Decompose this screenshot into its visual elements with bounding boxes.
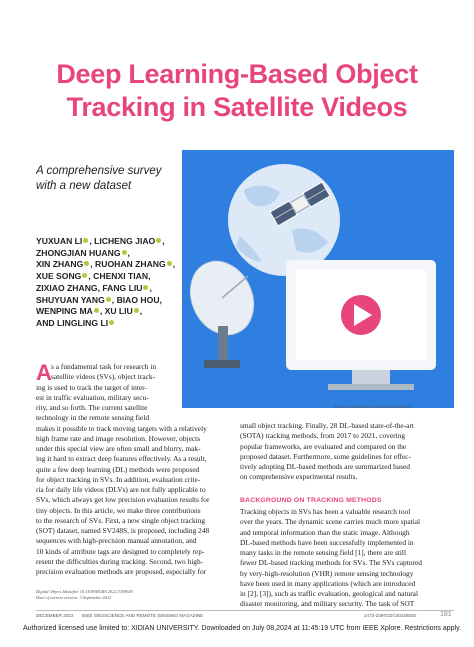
body-line: by very-high-resolution (VHR) remote sensing technology <box>240 568 414 578</box>
body-line: under this special view are often small and blurry, mak- <box>36 444 201 453</box>
orcid-icon[interactable] <box>109 320 114 325</box>
date-line: Date of current version: 3 September 2022 <box>36 595 112 600</box>
body-line: for object tracking in SVs. In addition, evaluation crite- <box>36 474 201 484</box>
body-line: to the research of SVs. First, a new single object tracking <box>36 515 206 525</box>
body-line: ing is used to track the target of inter- <box>36 382 147 392</box>
author-name: LICHENG JIAO <box>94 236 156 246</box>
license-line: Authorized licensed use limited to: XIDIAN UNIVERSITY. Downloaded on July 08,2024 at 11:45:19 UTC from IEEE Xplore. Restrictions apply. <box>22 625 462 632</box>
orcid-icon[interactable] <box>156 238 161 243</box>
orcid-icon[interactable] <box>94 308 99 313</box>
author-name: BIAO HOU <box>116 294 160 305</box>
author-name: XIN ZHANG <box>36 259 84 270</box>
article-title <box>10 58 464 124</box>
body-line: est in traffic evaluation, military secu- <box>36 392 149 402</box>
section-body <box>240 507 436 610</box>
section-heading: BACKGROUND ON TRACKING METHODS <box>240 497 382 504</box>
orcid-icon[interactable] <box>122 250 127 255</box>
body-line: proposed dataset. Furthermore, some guidelines for effec- <box>240 451 412 461</box>
body-line: quite a few deep learning (DL) methods were proposed <box>36 464 200 474</box>
body-line: have been used in many applications (which are introduced <box>240 578 416 588</box>
body-line: precision evaluation methods are proposed, especially for <box>36 567 207 576</box>
footer-divider <box>36 610 454 611</box>
body-line: technology in the remote sensing field <box>36 413 150 423</box>
body-line: high frame rate and image resolution. However, objects <box>36 433 201 443</box>
body-line: DL-based methods have been successfully implemented in <box>240 537 414 547</box>
author-name: RUOHAN ZHANG <box>95 259 166 270</box>
author-name: XUE SONG <box>36 271 82 282</box>
author-name: YUXUAN LI <box>36 236 83 246</box>
play-icon <box>341 295 381 335</box>
title-line: Deep Learning-Based Object <box>56 59 418 89</box>
body-line: SVs, which always get low precision evaluation results for <box>36 495 210 505</box>
subtitle-line: with a new dataset <box>36 180 132 192</box>
author-name: WENPING MA <box>36 306 93 317</box>
drop-cap: A <box>36 360 52 385</box>
footer-issn: 2473-2397/22©2022IEEE <box>364 613 417 618</box>
body-line: disaster monitoring, and military security. The task of SOT <box>240 599 415 609</box>
author-list: YUXUAN LI , LICHENG JIAO , ZHONGJIAN HUANG , XIN ZHANG , RUOHAN ZHANG , XUE SONG , CHENXI TIAN, ZIXIAO ZHANG, FANG LIU , SHUYUAN YANG , BIAO HOU, WENPING MA , XU LIU , AND LINGLING LI <box>36 236 176 328</box>
author-name: XU LIU <box>104 306 133 317</box>
body-line: over the years. The dynamic scene carries much more spatial <box>240 517 421 527</box>
orcid-icon[interactable] <box>167 261 172 266</box>
body-line: resent the difficulties during tracking. Second, two high- <box>36 556 204 566</box>
body-line: Tracking objects in SVs has been a valuable research tool <box>240 507 411 516</box>
author-name: CHENXI TIAN <box>93 271 149 282</box>
body-line: makes it possible to track moving targets with a relatively <box>36 423 207 433</box>
orcid-icon[interactable] <box>82 273 87 278</box>
body-line: tiny objects. In this article, we make three contributions <box>36 505 201 515</box>
doi-line: Digital Object Identifier 10.1109/MGRS.2022.3198643 <box>36 589 133 594</box>
footer-magazine: IEEE GEOSCIENCE AND REMOTE SENSING MAGAZINE <box>82 613 204 618</box>
doi-note <box>36 589 133 601</box>
body-line: ria for daily life videos (DLVs) are not fully applicable to <box>36 485 206 494</box>
license-notice <box>22 624 462 634</box>
body-line: (SOT) dataset, named SV248S, is proposed, including 248 <box>36 526 210 535</box>
orcid-icon[interactable] <box>84 261 89 266</box>
author-name: FANG LIU <box>102 282 143 293</box>
orcid-icon[interactable] <box>83 238 88 243</box>
body-line: fewer DL-based tracking methods for SVs. The SVs captured <box>240 558 422 568</box>
body-line: popular frameworks, are evaluated and compared on the <box>240 441 407 451</box>
body-line: and temporal information than the static image. Although <box>240 527 410 537</box>
body-line: (SOTA) tracking methods, from 2017 to 2021, covering <box>240 431 406 441</box>
body-line: satellite videos (SVs), object track- <box>51 372 156 382</box>
author-name: AND LINGLING LI <box>36 317 109 328</box>
body-line: on comprehensive experimental results. <box>240 472 358 482</box>
article-subtitle <box>36 164 196 194</box>
abstract-column-1 <box>36 362 229 577</box>
title-line: Tracking in Satellite Videos <box>66 92 408 122</box>
orcid-icon[interactable] <box>134 308 139 313</box>
author-name: ZIXIAO ZHANG <box>36 282 98 293</box>
footer-date: DECEMBER 2022 <box>36 613 74 618</box>
subtitle-line: A comprehensive survey <box>36 165 162 177</box>
body-line: sequences with high-precision manual annotation, and <box>36 536 197 546</box>
body-line: many tasks in the remote sensing field [1], there are still <box>240 548 407 557</box>
body-line: ing it hard to extract deep features effectively. As a result, <box>36 454 207 464</box>
author-name: ZHONGJIAN HUANG <box>36 247 121 258</box>
orcid-icon[interactable] <box>106 297 111 302</box>
body-line: in [2], [3]), such as traffic evaluation, geological and natural <box>240 589 418 598</box>
page-number: 181 <box>440 611 452 618</box>
author-name: SHUYUAN YANG <box>36 294 105 305</box>
orcid-icon[interactable] <box>143 285 148 290</box>
body-line: 10 kinds of attribute tags are designed to completely rep- <box>36 546 205 556</box>
body-line: tively adopting DL-based methods are summarized based <box>240 462 410 471</box>
body-line: rity, and so forth. The current satellite <box>36 403 148 412</box>
abstract-column-2 <box>240 421 436 483</box>
image-credit: IMAGE LICENSED BY INGRAM PUBLISHING <box>334 405 412 409</box>
body-line: s a fundamental task for research in <box>51 362 157 371</box>
body-line: small object tracking. Finally, 28 DL-based state-of-the-art <box>240 421 414 430</box>
